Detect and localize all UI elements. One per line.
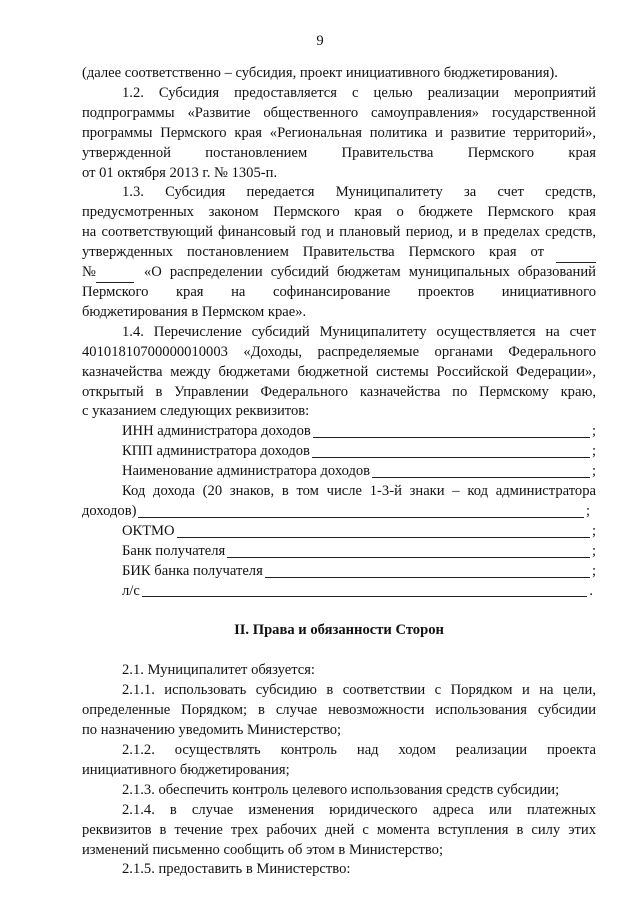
text-line: 2.1. Муниципалитет обязуется:: [122, 662, 315, 679]
account-field-row: л/с .: [82, 582, 596, 602]
admin-name-field-row: Наименование администратора доходов ;: [82, 462, 596, 482]
bank-blank[interactable]: [227, 556, 590, 558]
text-line: программы Пермского края «Региональная политика и развитие территорий»,: [82, 124, 596, 141]
page-number: 9: [316, 33, 324, 49]
text-line: подпрограммы «Развитие общественного самоуправления» государственной: [82, 104, 596, 121]
inn-blank[interactable]: [313, 436, 590, 438]
document-body: [82, 64, 596, 880]
kpp-label: КПП администратора доходов: [122, 443, 310, 460]
text-line: реквизитов в течение трех рабочих дней с момента вступления в силу этих: [82, 821, 596, 838]
bik-field-row: БИК банка получателя ;: [82, 562, 596, 582]
text-line: от 01 октября 2013 г. № 1305-п.: [82, 164, 278, 181]
code-field-row: доходов) ;: [82, 502, 596, 522]
oktmo-field-row: ОКТМО ;: [82, 522, 596, 542]
admin-name-blank[interactable]: [372, 476, 590, 478]
oktmo-label: ОКТМО: [122, 522, 175, 539]
text-line: инициативного бюджетирования;: [82, 761, 290, 778]
account-blank[interactable]: [142, 595, 588, 597]
text-line: определенные Порядком; в случае невозможности использования субсидии: [82, 702, 596, 719]
text-line: 1.4. Перечисление субсидий Муниципалитету осуществляется на счет: [122, 323, 596, 340]
number-sign: №: [82, 264, 96, 281]
code-label: доходов): [82, 502, 137, 519]
text-line: 2.1.5. предоставить в Министерство:: [122, 861, 351, 878]
text-line: [82, 243, 596, 263]
bank-field-row: Банк получателя ;: [82, 542, 596, 562]
text-line: 2.1.4. в случае изменения юридического адреса или платежных: [122, 801, 596, 818]
text-line: 2.1.3. обеспечить контроль целевого использования средств субсидии;: [122, 781, 560, 798]
text-line: предусмотренных законом Пермского края о бюджете Пермского края: [82, 204, 596, 221]
text-line: 1.2. Субсидия предоставляется с целью реализации мероприятий: [122, 84, 596, 101]
oktmo-blank[interactable]: [177, 536, 590, 538]
text-line: 2.1.2. осуществлять контроль над ходом реализации проекта: [122, 742, 596, 758]
text-line: изменений письменно сообщить об этом в Министерство;: [82, 841, 443, 858]
text-line: по назначению уведомить Министерство;: [82, 722, 342, 739]
text-line: открытый в Управлении Федерального казначейства по Пермскому краю,: [82, 383, 596, 400]
text-span: утвержденных постановлением Правительства Пермского края от: [82, 244, 544, 261]
text-line: 1.3. Субсидия передается Муниципалитету за счет средств,: [122, 184, 596, 201]
text-line: казначейства между бюджетами бюджетной системы Российской Федерации»,: [82, 363, 596, 380]
text-line: бюджетирования в Пермском крае».: [82, 303, 307, 320]
text-line: Пермского края на софинансирование проектов инициативного: [82, 283, 596, 300]
text-line: утвержденной постановлением Правительства Пермского края: [82, 144, 596, 161]
section-heading: II. Права и обязанности Сторон: [234, 622, 444, 639]
kpp-field-row: КПП администратора доходов ;: [82, 442, 596, 462]
text-line: (далее соответственно – субсидия, проект инициативного бюджетирования).: [82, 65, 558, 81]
number-blank: [96, 270, 134, 283]
date-blank: [556, 250, 596, 263]
code-blank[interactable]: [138, 516, 583, 518]
text-line: 2.1.1. использовать субсидию в соответствии с Порядком и на цели,: [122, 682, 596, 699]
bank-label: Банк получателя: [122, 542, 226, 559]
text-span: «О распределении субсидий бюджетам муниципальных образований: [143, 264, 596, 281]
code-label-line: Код дохода (20 знаков, в том числе 1-3-й знаки – код администратора: [122, 483, 596, 500]
bik-blank[interactable]: [265, 576, 590, 578]
inn-field-row: ИНН администратора доходов ;: [82, 422, 596, 442]
bik-label: БИК банка получателя: [122, 562, 263, 579]
text-line: с указанием следующих реквизитов:: [82, 403, 310, 420]
account-label: л/с: [122, 582, 140, 599]
text-line: 40101810700000010003 «Доходы, распределяемые органами Федерального: [82, 343, 596, 360]
admin-name-label: Наименование администратора доходов: [122, 463, 371, 480]
text-line: [82, 263, 596, 283]
inn-label: ИНН администратора доходов: [122, 423, 311, 440]
kpp-blank[interactable]: [312, 456, 590, 458]
text-line: на соответствующий финансовый год и плановый период, и в пределах средств,: [82, 224, 596, 241]
